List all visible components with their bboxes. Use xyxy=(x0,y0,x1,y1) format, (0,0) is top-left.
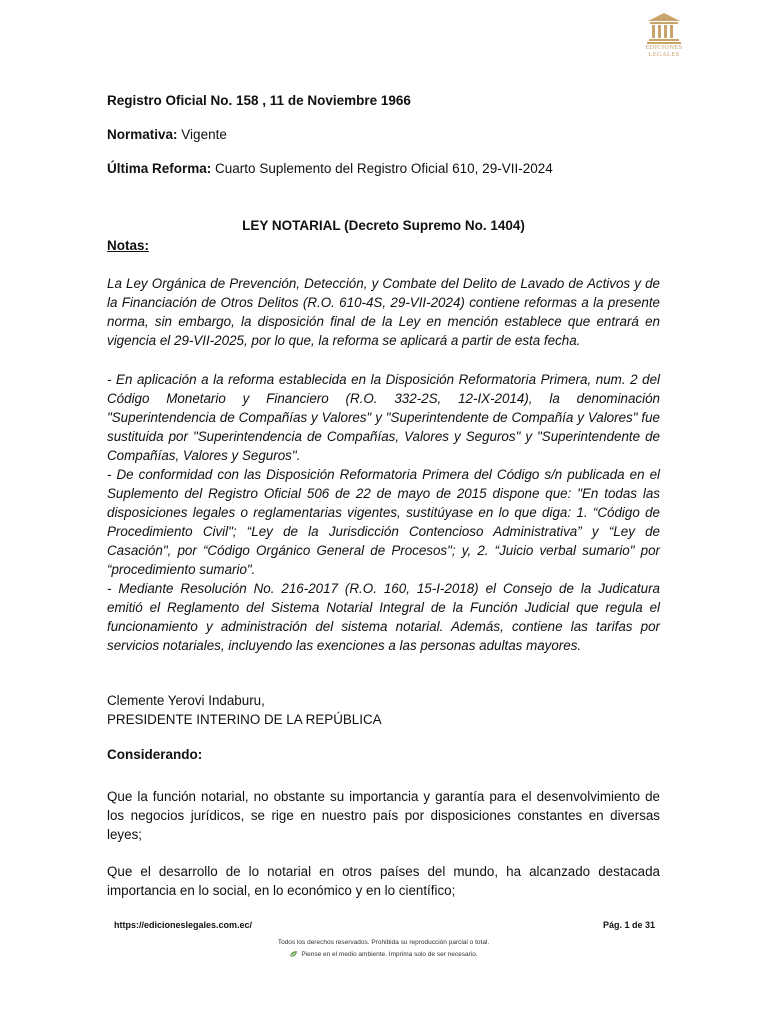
considerando-paragraph-2: Que el desarrollo de lo notarial en otros países del mundo, ha alcanzado destacada importancia en lo social, en lo económico y en lo científico; xyxy=(107,864,660,898)
signatory-role: PRESIDENTE INTERINO DE LA REPÚBLICA xyxy=(107,712,382,727)
environment-notice xyxy=(107,951,660,958)
note-paragraph-2: - En aplicación a la reforma establecida en la Disposición Reformatoria Primera, num. 2 del Código Monetario y Financiero (R.O. 332-2S, 12-IX-2014), la denominación "Superintendencia de Compañías y Valores" y "Superintendente de Compañía y Valores" fue sustituida por "Superintendencia de Compañías, Valores y Seguros" y "Superintendente de Compañías, Valores y Seguros". xyxy=(107,372,660,463)
registro-oficial-heading: Registro Oficial No. 158 , 11 de Noviembre 1966 xyxy=(107,93,411,108)
environment-text: Piense en el medio ambiente. Imprima solo de ser necesario. xyxy=(301,951,478,958)
considerando-paragraph-1: Que la función notarial, no obstante su importancia y garantía para el desenvolvimiento de los negocios jurídicos, se rige en nuestro país por disposiciones constantes en diversas leyes; xyxy=(107,789,660,842)
note-paragraph-3: - De conformidad con las Disposición Reformatoria Primera del Código s/n publicada en el Suplemento del Registro Oficial 506 de 22 de mayo de 2015 dispone que: "En todas las disposiciones legales o reglamentarias vigentes, sustitúyase en lo que diga: 1. “Código de Procedimiento Civil"; “Ley de la Jurisdicción Contencioso Administrativa” y “Ley de Casación", por “Código Orgánico General de Procesos"; y, 2. “Juicio verbal sumario" por “procedimiento sumario". xyxy=(107,467,660,577)
considerando-title: Considerando: xyxy=(107,747,203,762)
note-paragraph-4: - Mediante Resolución No. 216-2017 (R.O. 160, 15-I-2018) el Consejo de la Judicatura emitió el Reglamento del Sistema Notarial Integral de la Función Judicial que regula el funcionamiento y administración del sistema notarial. Además, contiene las tarifas por servicios notariales, incluyendo las exenciones a las personas adultas mayores. xyxy=(107,581,660,653)
page-number: Pág. 1 de 31 xyxy=(602,920,655,930)
copyright-notice: Todos los derechos reservados. Prohibida su reproducción parcial o total. xyxy=(277,939,490,946)
columns-building-icon xyxy=(647,12,681,44)
leaf-icon xyxy=(289,951,298,958)
normativa-label: Normativa: xyxy=(107,127,178,142)
normativa-line xyxy=(107,127,227,142)
note-paragraph-1: La Ley Orgánica de Prevención, Detección, y Combate del Delito de Lavado de Activos y de la Financiación de Otros Delitos (R.O. 610-4S, 29-VII-2024) contiene reformas a la presente norma, sin embargo, la disposición final de la Ley en mención establece que entrará en vigencia el 29-VII-2025, por lo que, la reforma se aplicará a partir de esta fecha. xyxy=(107,276,660,348)
footer-website-link[interactable]: https://edicioneslegales.com.ec/ xyxy=(114,920,253,930)
notes-title: Notas: xyxy=(107,238,150,253)
reforma-label: Última Reforma: xyxy=(107,161,212,176)
reforma-value: Cuarto Suplemento del Registro Oficial 610, 29-VII-2024 xyxy=(215,161,553,176)
publisher-logo xyxy=(624,12,704,68)
logo-line-1: EDICIONES xyxy=(645,44,683,51)
law-title: LEY NOTARIAL (Decreto Supremo No. 1404) xyxy=(242,218,525,233)
logo-line-2: LEGALES xyxy=(648,51,680,58)
ultima-reforma-line xyxy=(107,161,553,176)
normativa-value: Vigente xyxy=(181,127,227,142)
signatory-name: Clemente Yerovi Indaburu, xyxy=(107,693,265,708)
